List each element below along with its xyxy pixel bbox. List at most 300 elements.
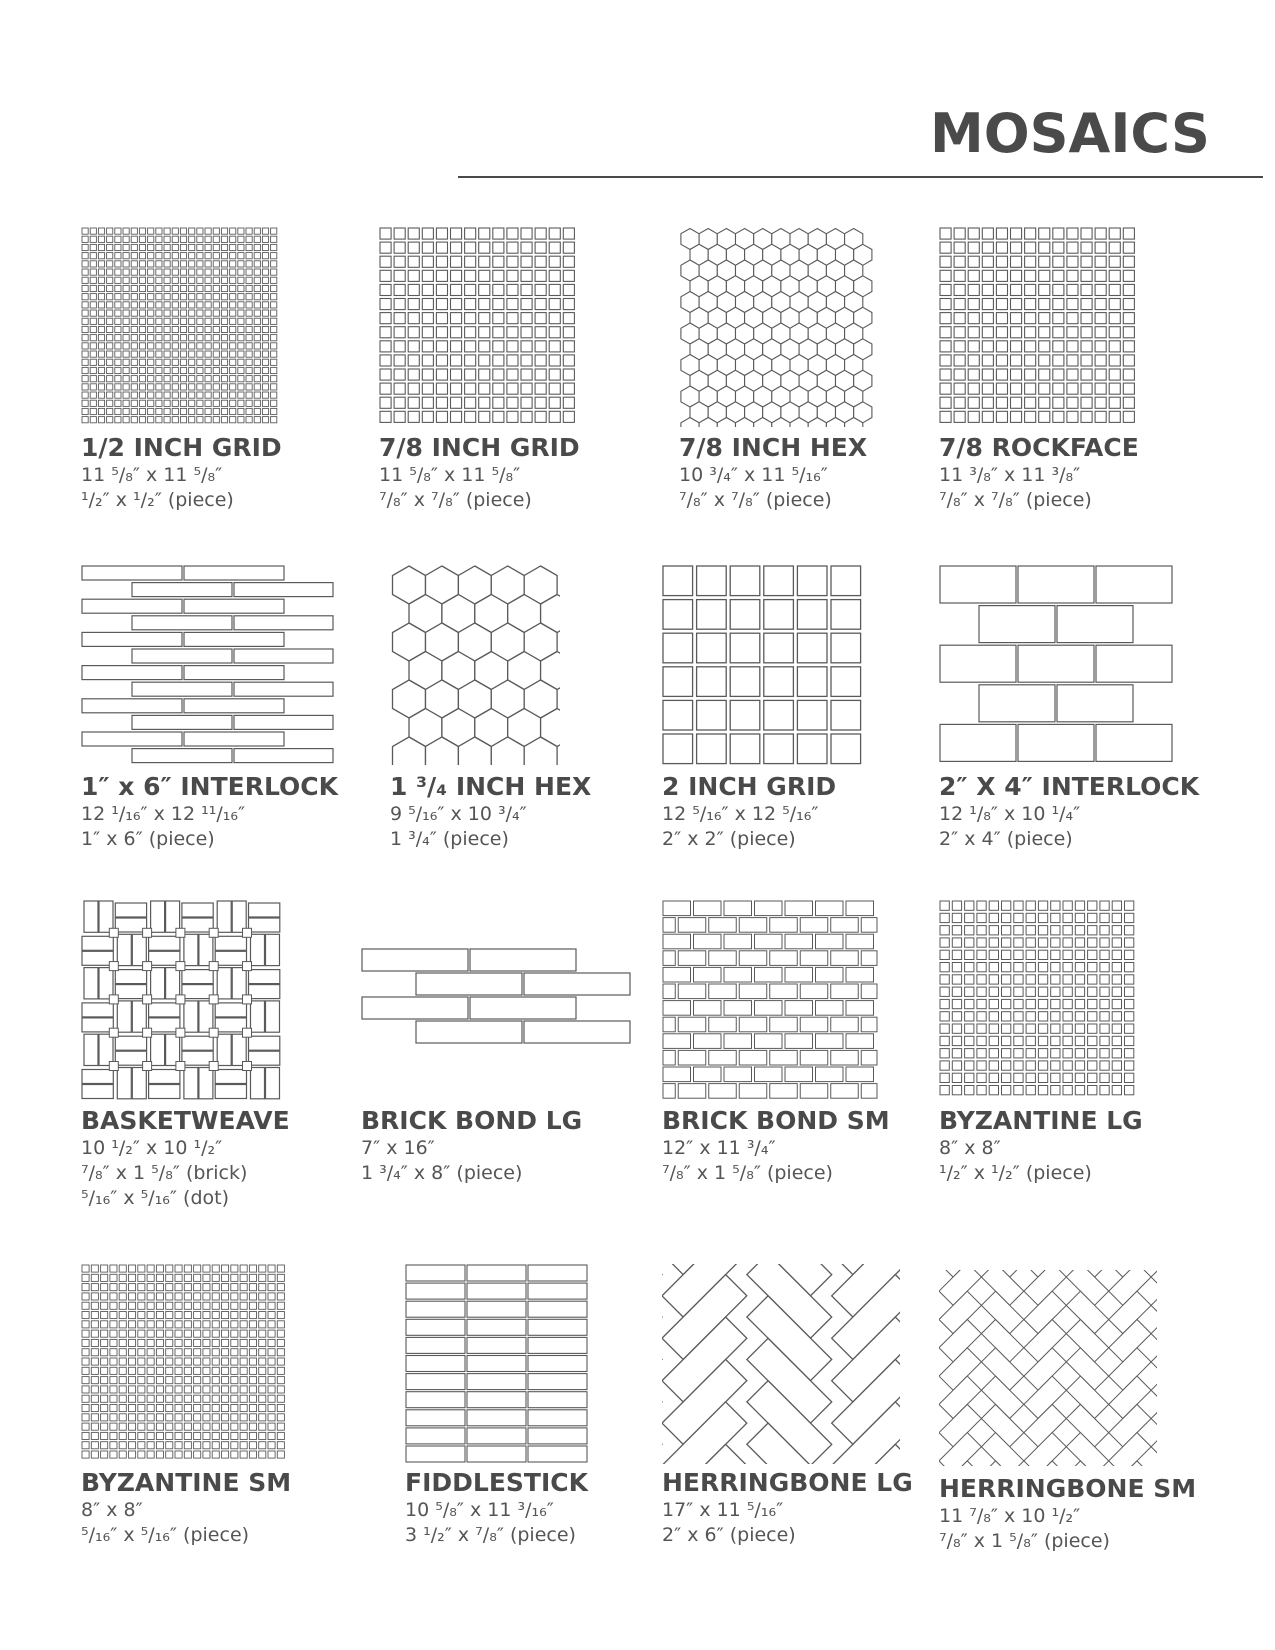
herringbone-lg-pieces (662, 1264, 900, 1464)
tile-piece (138, 1442, 145, 1449)
tile-piece (215, 1085, 246, 1099)
tile-piece (1081, 270, 1092, 281)
tile-piece (221, 253, 227, 259)
tile-piece (91, 1302, 98, 1309)
tile-piece (221, 376, 227, 382)
tile-piece (98, 351, 104, 357)
tile-piece (82, 335, 88, 341)
tile-piece (238, 417, 244, 423)
tile-piece (535, 383, 546, 394)
tile-piece (222, 1432, 229, 1439)
tile-piece (251, 1068, 265, 1099)
tile-piece (709, 1017, 737, 1032)
tile-piece (1109, 228, 1120, 239)
tile-piece (678, 1050, 706, 1065)
tile-piece (205, 367, 211, 373)
tile-piece (394, 313, 405, 324)
tile-piece (156, 1377, 163, 1384)
tile-piece (203, 1414, 210, 1421)
tile-dim: 1″ x 6″ (piece) (81, 828, 215, 850)
tile-piece (91, 1349, 98, 1356)
tile-piece (205, 335, 211, 341)
tile-piece (996, 397, 1007, 408)
tile-piece (1123, 299, 1134, 310)
tile-piece (166, 1339, 173, 1346)
tile-piece (194, 1377, 201, 1384)
tile-piece (90, 400, 96, 406)
tile-piece (115, 903, 146, 917)
tile-piece (240, 1367, 247, 1374)
tile-piece (147, 1265, 154, 1272)
tile-piece (212, 1339, 219, 1346)
tile-piece (123, 244, 129, 250)
tile-piece (231, 1284, 238, 1291)
tile-piece (952, 1061, 961, 1070)
tile-piece (1025, 383, 1036, 394)
tile-piece (996, 355, 1007, 366)
tile-piece (1038, 1024, 1047, 1033)
tile-piece (175, 1293, 182, 1300)
tile-piece (138, 1312, 145, 1319)
tile-piece (268, 1274, 275, 1281)
tile-piece (184, 1321, 191, 1328)
tile-piece (215, 951, 246, 965)
tile-piece (231, 1293, 238, 1300)
tile-piece (131, 318, 137, 324)
tile-piece (82, 1423, 89, 1430)
tile-piece (147, 1330, 154, 1337)
tile-piece (1026, 987, 1035, 996)
tile-piece (197, 335, 203, 341)
interlock-1x6-pattern (81, 565, 334, 765)
tile-piece (465, 355, 476, 366)
tile-piece (1075, 1086, 1084, 1095)
tile-piece (82, 1312, 89, 1319)
tile-piece (234, 583, 333, 597)
tile-piece (123, 408, 129, 414)
tile-piece (277, 1358, 284, 1365)
tile-piece (1075, 901, 1084, 910)
tile-piece (221, 294, 227, 300)
tile-piece (184, 1367, 191, 1374)
tile-piece (1095, 411, 1106, 422)
tile-piece (164, 228, 170, 234)
tile-piece (277, 1395, 284, 1402)
tile-piece (1002, 913, 1011, 922)
tile-piece (82, 1395, 89, 1402)
tile-piece (1088, 1086, 1097, 1095)
tile-piece (977, 1012, 986, 1021)
tile-piece (231, 1432, 238, 1439)
tile-piece (238, 384, 244, 390)
tile-piece (115, 918, 146, 932)
tile-piece (203, 1349, 210, 1356)
tile-piece (996, 284, 1007, 295)
tile-piece (831, 566, 861, 596)
tile-piece (266, 1001, 280, 1032)
tile-piece (259, 1349, 266, 1356)
tile-piece (831, 1084, 859, 1099)
tile-piece (954, 313, 965, 324)
tile-piece (406, 1319, 465, 1335)
tile-piece (408, 369, 419, 380)
tile-piece (982, 397, 993, 408)
tile-piece (996, 369, 1007, 380)
tile-piece (213, 400, 219, 406)
tile-piece (977, 950, 986, 959)
tile-piece (1011, 411, 1022, 422)
tile-piece (1039, 270, 1050, 281)
tile-piece (98, 253, 104, 259)
tile-piece (254, 359, 260, 365)
tile-piece (82, 384, 88, 390)
tile-piece (1081, 299, 1092, 310)
tile-piece (189, 318, 195, 324)
tile-piece (189, 310, 195, 316)
tile-piece (954, 327, 965, 338)
tile-piece (238, 302, 244, 308)
tile-piece (755, 967, 783, 982)
tile-piece (131, 392, 137, 398)
tile-piece (238, 326, 244, 332)
tile-piece (123, 343, 129, 349)
tile-piece (197, 261, 203, 267)
tile-piece (1014, 1061, 1023, 1070)
tile-piece (493, 411, 504, 422)
tile-piece (205, 302, 211, 308)
tile-piece (846, 901, 874, 916)
tile-piece (101, 1432, 108, 1439)
tile-piece (1125, 950, 1134, 959)
tile-piece (246, 400, 252, 406)
tile-piece (259, 1284, 266, 1291)
tile-piece (755, 934, 783, 949)
tile-piece (394, 299, 405, 310)
page-title: MOSAICS (930, 102, 1210, 165)
tile-piece (109, 962, 118, 971)
tile-piece (940, 926, 949, 935)
tile-piece (139, 244, 145, 250)
tile-piece (212, 1451, 219, 1458)
tile-piece (129, 1274, 136, 1281)
basketweave-pattern (81, 900, 281, 1100)
tile-name: 7/8 INCH GRID (379, 433, 580, 462)
tile-piece (940, 355, 951, 366)
tile-piece (234, 616, 333, 630)
tile-piece (194, 1321, 201, 1328)
tile-piece (184, 666, 284, 680)
tile-piece (982, 284, 993, 295)
tile-piece (1100, 1061, 1109, 1070)
tile-piece (965, 963, 974, 972)
tile-piece (1075, 963, 1084, 972)
tile-piece (240, 1321, 247, 1328)
tile-piece (91, 1312, 98, 1319)
tile-piece (249, 1349, 256, 1356)
tile-piece (82, 1003, 113, 1017)
tile-piece (831, 1017, 859, 1032)
tile-piece (180, 277, 186, 283)
tile-piece (563, 411, 574, 422)
tile-piece (203, 1358, 210, 1365)
tile-piece (563, 270, 574, 281)
tile-piece (115, 351, 121, 357)
tile-dim: 7″ x 16″ (361, 1137, 435, 1159)
tile-piece (107, 384, 113, 390)
tile-piece (189, 294, 195, 300)
tile-piece (119, 1367, 126, 1374)
tile-piece (755, 901, 783, 916)
tile-piece (816, 1001, 844, 1016)
tile-piece (249, 1051, 280, 1065)
tile-piece (952, 1012, 961, 1021)
tile-piece (663, 1017, 675, 1032)
tile-piece (277, 1274, 284, 1281)
tile-piece (221, 351, 227, 357)
tile-dim: 2″ x 4″ (piece) (939, 828, 1073, 850)
tile-piece (132, 934, 146, 965)
tile-piece (222, 1293, 229, 1300)
tile-piece (131, 376, 137, 382)
tile-piece (138, 1265, 145, 1272)
tile-piece (101, 1274, 108, 1281)
tile-piece (119, 1405, 126, 1412)
tile-piece (107, 269, 113, 275)
tile-piece (1112, 1036, 1121, 1045)
tile-piece (861, 1084, 877, 1099)
tile-piece (422, 256, 433, 267)
tile-piece (246, 408, 252, 414)
tile-dim: 11 ⁵/₈″ x 11 ⁵/₈″ (379, 464, 521, 486)
tile-piece (277, 1321, 284, 1328)
tile-dim: 10 ⁵/₈″ x 11 ³/₁₆″ (405, 1499, 554, 1521)
tile-piece (107, 400, 113, 406)
tile-piece (149, 1018, 180, 1032)
tile-piece (138, 1274, 145, 1281)
tile-piece (1112, 950, 1121, 959)
tile-piece (467, 1428, 526, 1444)
tile-piece (166, 901, 180, 932)
tile-piece (119, 1349, 126, 1356)
tile-piece (249, 1265, 256, 1272)
tile-piece (467, 1337, 526, 1353)
tile-piece (149, 1070, 180, 1084)
tile-piece (139, 392, 145, 398)
tile-piece (166, 1265, 173, 1272)
tile-piece (199, 934, 213, 965)
tile-piece (697, 633, 727, 663)
tile-piece (182, 970, 213, 984)
tile-piece (172, 236, 178, 242)
tile-piece (262, 367, 268, 373)
tile-piece (989, 913, 998, 922)
tile-piece (1081, 411, 1092, 422)
tile-piece (831, 600, 861, 630)
tile-piece (213, 310, 219, 316)
tile-piece (240, 1358, 247, 1365)
tile-piece (549, 270, 560, 281)
tile-piece (1038, 1086, 1047, 1095)
tile-piece (989, 1049, 998, 1058)
tile-piece (129, 1293, 136, 1300)
tile-piece (147, 1395, 154, 1402)
tile-piece (535, 327, 546, 338)
tile-piece (230, 392, 236, 398)
tile-piece (184, 599, 284, 613)
tile-piece (1100, 987, 1109, 996)
tile-piece (164, 244, 170, 250)
tile-piece (138, 1321, 145, 1328)
tile-piece (238, 392, 244, 398)
tile-piece (1053, 256, 1064, 267)
tile-piece (238, 261, 244, 267)
tile-piece (240, 1330, 247, 1337)
tile-piece (1039, 383, 1050, 394)
tile-piece (222, 1414, 229, 1421)
tile-dim: ⁵/₁₆″ x ⁵/₁₆″ (dot) (81, 1187, 230, 1209)
tile-piece (107, 367, 113, 373)
tile-piece (213, 343, 219, 349)
tile-piece (493, 299, 504, 310)
tile-piece (730, 667, 760, 697)
tile-piece (1038, 1061, 1047, 1070)
tile-piece (249, 918, 280, 932)
tile-piece (101, 1405, 108, 1412)
tile-piece (164, 384, 170, 390)
tile-piece (164, 417, 170, 423)
tile-piece (422, 411, 433, 422)
tile-piece (107, 326, 113, 332)
tile-piece (189, 351, 195, 357)
tile-piece (262, 285, 268, 291)
tile-piece (240, 1405, 247, 1412)
tile-piece (212, 1284, 219, 1291)
tile-piece (965, 1024, 974, 1033)
tile-piece (271, 392, 277, 398)
tile-piece (1125, 1073, 1134, 1082)
tile-piece (952, 938, 961, 947)
tile-piece (149, 951, 180, 965)
tile-piece (1026, 1049, 1035, 1058)
tile-piece (528, 1410, 587, 1426)
tile-piece (724, 934, 752, 949)
tile-piece (101, 1414, 108, 1421)
tile-piece (1095, 341, 1106, 352)
tile-piece (977, 987, 986, 996)
tile-piece (197, 400, 203, 406)
tile-piece (205, 261, 211, 267)
tile-piece (107, 417, 113, 423)
tile-piece (940, 724, 1016, 761)
tile-piece (98, 318, 104, 324)
tile-name: BRICK BOND SM (662, 1106, 890, 1135)
tile-piece (115, 253, 121, 259)
tile-piece (221, 392, 227, 398)
tile-piece (697, 667, 727, 697)
tile-piece (451, 369, 462, 380)
tile-piece (166, 1284, 173, 1291)
tile-piece (259, 1274, 266, 1281)
tile-piece (110, 1349, 117, 1356)
tile-piece (212, 1414, 219, 1421)
tile-piece (221, 261, 227, 267)
tile-piece (230, 359, 236, 365)
tile-piece (1025, 327, 1036, 338)
tile-piece (203, 1451, 210, 1458)
tile-piece (1088, 1061, 1097, 1070)
tile-piece (1039, 397, 1050, 408)
tile-piece (1038, 999, 1047, 1008)
tile-piece (123, 285, 129, 291)
tile-piece (131, 408, 137, 414)
tile-piece (1067, 242, 1078, 253)
tile-piece (90, 384, 96, 390)
tile-piece (143, 928, 152, 937)
tile-piece (115, 985, 146, 999)
tile-piece (262, 400, 268, 406)
tile-piece (380, 313, 391, 324)
tile-piece (262, 384, 268, 390)
tile-piece (98, 228, 104, 234)
tile-piece (180, 392, 186, 398)
tile-piece (1100, 1073, 1109, 1082)
tile-piece (831, 633, 861, 663)
tile-piece (1002, 999, 1011, 1008)
tile-piece (221, 269, 227, 275)
tile-piece (678, 918, 706, 933)
tile-piece (451, 397, 462, 408)
tile-piece (1096, 645, 1172, 682)
tile-piece (221, 408, 227, 414)
tile-piece (231, 1367, 238, 1374)
tile-piece (521, 284, 532, 295)
tile-piece (246, 351, 252, 357)
tile-piece (1109, 369, 1120, 380)
tile-piece (259, 1312, 266, 1319)
tile-piece (277, 1330, 284, 1337)
tile-piece (663, 1001, 691, 1016)
tile-piece (408, 256, 419, 267)
tile-piece (968, 256, 979, 267)
tile-piece (213, 236, 219, 242)
tile-piece (1075, 1073, 1084, 1082)
tile-piece (139, 294, 145, 300)
tile-piece (143, 1062, 152, 1071)
tile-piece (1011, 284, 1022, 295)
tile-piece (205, 310, 211, 316)
tile-name: 1/2 INCH GRID (81, 433, 282, 462)
tile-piece (184, 1293, 191, 1300)
tile-piece (246, 294, 252, 300)
tile-piece (107, 294, 113, 300)
tile-piece (129, 1432, 136, 1439)
tile-piece (197, 392, 203, 398)
tile-piece (90, 343, 96, 349)
tile-piece (110, 1377, 117, 1384)
tile-piece (479, 313, 490, 324)
tile-piece (231, 1339, 238, 1346)
tile-piece (952, 913, 961, 922)
tile-piece (271, 261, 277, 267)
tile-piece (172, 359, 178, 365)
tile-piece (132, 649, 232, 663)
tile-piece (785, 1001, 813, 1016)
tile-piece (222, 1265, 229, 1272)
tile-piece (535, 411, 546, 422)
tile-piece (563, 369, 574, 380)
tile-piece (129, 1330, 136, 1337)
tile-piece (470, 949, 576, 971)
